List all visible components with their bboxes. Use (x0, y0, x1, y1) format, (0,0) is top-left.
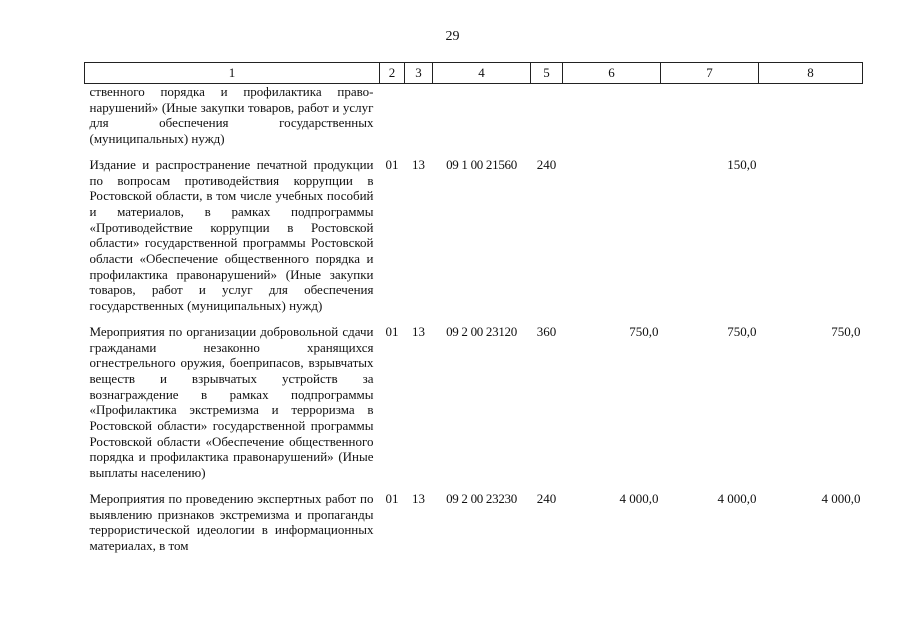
amount-col7: 750,0 (727, 323, 757, 339)
amount-col8: 4 000,0 (821, 490, 861, 506)
target-article-code: 09 2 00 23120 (446, 323, 517, 339)
subsection-code: 13 (412, 156, 425, 172)
amount-col7 (661, 84, 759, 157)
subsection-code (405, 84, 433, 157)
table-row (85, 324, 863, 491)
amount-col8 (759, 84, 863, 157)
row-description: Издание и распространение печатной продукции по вопросам противодействия коррупции в Ростовской области, в том числе учебных пособий и материалов, в рамках подпрограммы «Противодействие коррупции в Ростовской области» государственной программы Ростовской области «Обеспечение общественного порядка и профилактика правонарушений» (Иные закупки товаров, работ и услуг для обеспечения государственных (муниципальных) нужд) (89, 156, 374, 314)
expense-type-code: 360 (536, 323, 557, 339)
amount-col6: 750,0 (629, 323, 659, 339)
column-header: 8 (759, 63, 863, 84)
expense-type-code (531, 84, 563, 157)
section-code: 01 (385, 323, 399, 339)
column-header: 5 (531, 63, 563, 84)
amount-col7: 4 000,0 (717, 490, 757, 506)
section-code: 01 (385, 156, 399, 172)
amount-col8 (759, 157, 863, 324)
amount-col6 (563, 157, 661, 324)
amount-col8: 750,0 (831, 323, 861, 339)
table-row (85, 84, 863, 157)
target-article-code (433, 84, 531, 157)
amount-col7: 150,0 (727, 156, 757, 172)
column-header: 4 (433, 63, 531, 84)
page-number: 29 (445, 29, 460, 44)
target-article-code: 09 1 00 21560 (446, 156, 517, 172)
section-code: 01 (385, 490, 399, 506)
subsection-code: 13 (412, 490, 425, 506)
budget-table (84, 62, 863, 564)
section-code (380, 84, 405, 157)
expense-type-code: 240 (536, 490, 557, 506)
table-row (85, 157, 863, 324)
target-article-code: 09 2 00 23230 (446, 490, 517, 506)
table-header-row (85, 63, 863, 84)
column-header: 2 (380, 63, 405, 84)
column-header: 7 (661, 63, 759, 84)
column-header: 6 (563, 63, 661, 84)
row-description: Мероприятия по организации добровольной сдачи гражданами незаконно хранящихся огнестрельного оружия, боеприпасов, взрывчатых веществ и взрывчатых устройств за вознаграждение в рамках подпрограммы «Профилактика экстремизма и терроризма в Ростовской области» государственной программы Ростовской области «Обеспечение общественного порядка и профилактика правонарушений» (Иные выплаты населению) (89, 323, 374, 481)
amount-col6: 4 000,0 (619, 490, 659, 506)
column-header: 1 (85, 63, 380, 84)
row-description: ственного порядка и профилактика правонарушений» (Иные закупки товаров, работ и услуг для обеспечения государственных (муниципальных) нужд) (89, 84, 374, 147)
amount-col6 (563, 84, 661, 157)
column-header: 3 (405, 63, 433, 84)
subsection-code: 13 (412, 323, 425, 339)
row-description: Мероприятия по проведению экспертных работ по выявлению признаков экстремизма и пропаганды террористической идеологии в информационных материалах, в том (89, 490, 374, 553)
table-row (85, 491, 863, 564)
expense-type-code: 240 (536, 156, 557, 172)
